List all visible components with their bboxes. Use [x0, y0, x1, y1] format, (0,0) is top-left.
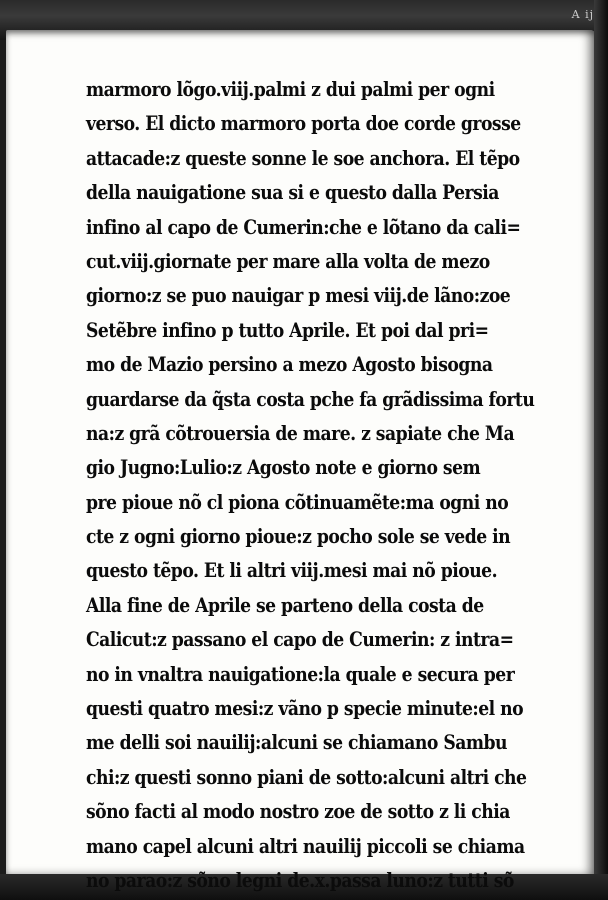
text-line: Alla fine de Aprile se parteno della costa de — [86, 592, 484, 617]
text-line: questi quatro mesi:z vãno p specie minute:el no — [86, 696, 524, 721]
running-head: A ij — [571, 8, 594, 21]
text-line: cut.viij.giornate per mare alla volta de mezo — [86, 248, 490, 273]
text-line: pre pioue nõ cl piona cõtinuamẽte:ma ogni no — [86, 489, 509, 514]
text-body — [86, 72, 576, 897]
text-line: no in vnaltra nauigatione:la quale e secura per — [86, 661, 515, 686]
text-line: marmoro lõgo.viij.palmi z dui palmi per ogni — [86, 77, 495, 101]
text-line: infino al capo de Cumerin:che e lõtano da cali= — [86, 214, 521, 239]
text-line: giorno:z se puo nauigar p mesi viij.de lãno:zoe — [86, 283, 511, 308]
text-line: na:z grã cõtrouersia de mare. z sapiate che Ma — [86, 420, 515, 445]
text-line: verso. El dicto marmoro porta doe corde grosse — [86, 111, 521, 136]
text-line: questo tẽpo. Et li altri viij.mesi mai nõ pioue. — [86, 558, 498, 583]
text-line: della nauigatione sua si e questo dalla Persia — [86, 180, 499, 205]
text-line: cte z ogni giorno pioue:z pocho sole se vede in — [86, 524, 511, 549]
text-line: gio Jugno:Lulio:z Agosto note e giorno sem — [86, 455, 481, 480]
text-line: attacade:z queste sonne le soe anchora. El tẽpo — [86, 145, 520, 170]
text-line: chi:z questi sonno piani de sotto:alcuni altri che — [86, 764, 527, 789]
text-line: sõno facti al modo nostro zoe de sotto z li chia — [86, 799, 510, 824]
text-line: mo de Mazio persino a mezo Agosto bisogna — [86, 352, 493, 377]
text-line: Setẽbre infino p tutto Aprile. Et poi dal pri= — [86, 317, 489, 342]
text-line: mano capel alcuni altri nauilij piccoli se chiama — [86, 833, 525, 858]
right-binding-shadow — [594, 0, 608, 900]
text-line: no parao:z sõno legni de.x.passa luno:z tutti sõ — [86, 867, 514, 892]
text-line: me delli soi nauilij:alcuni se chiamano Sambu — [86, 730, 508, 755]
text-line: Calicut:z passano el capo de Cumerin: z intra= — [86, 627, 514, 652]
text-line: guardarse da q̃sta costa pche fa grãdissima fortu — [86, 386, 535, 411]
